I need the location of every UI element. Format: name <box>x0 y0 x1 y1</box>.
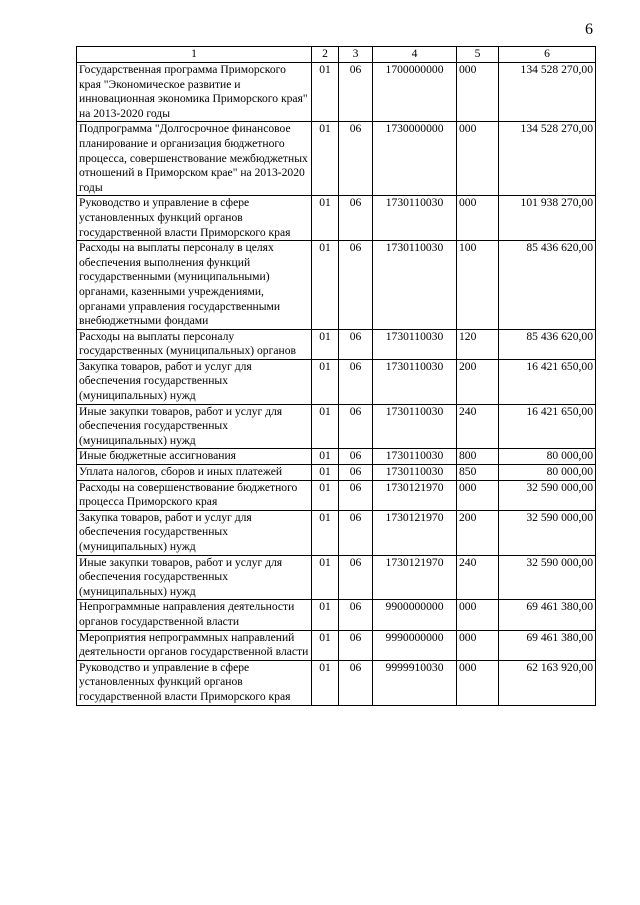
table-row <box>77 359 596 404</box>
column-header: 3 <box>339 47 373 63</box>
column-header: 1 <box>77 47 312 63</box>
amount-cell: 80 000,00 <box>499 449 596 465</box>
target-article-cell: 1730110030 <box>373 404 457 449</box>
table-row <box>77 449 596 465</box>
expense-type-cell: 000 <box>457 196 499 241</box>
table-row <box>77 660 596 705</box>
table-row <box>77 241 596 330</box>
expense-name-cell: Непрограммные направления деятельности органов государственной власти <box>77 600 312 630</box>
table-row <box>77 510 596 555</box>
section-code-cell: 01 <box>312 480 339 510</box>
table-header-row <box>77 47 596 63</box>
subsection-code-cell: 06 <box>339 196 373 241</box>
amount-cell: 32 590 000,00 <box>499 510 596 555</box>
subsection-code-cell: 06 <box>339 359 373 404</box>
expense-type-cell: 000 <box>457 630 499 660</box>
expense-type-cell: 200 <box>457 359 499 404</box>
column-header: 5 <box>457 47 499 63</box>
amount-cell: 16 421 650,00 <box>499 359 596 404</box>
amount-cell: 69 461 380,00 <box>499 600 596 630</box>
subsection-code-cell: 06 <box>339 241 373 330</box>
target-article-cell: 1730121970 <box>373 555 457 600</box>
target-article-cell: 1730121970 <box>373 480 457 510</box>
column-header: 6 <box>499 47 596 63</box>
column-header: 2 <box>312 47 339 63</box>
subsection-code-cell: 06 <box>339 600 373 630</box>
expense-name-cell: Иные закупки товаров, работ и услуг для обеспечения государственных (муниципальных) нужд <box>77 555 312 600</box>
section-code-cell: 01 <box>312 196 339 241</box>
expense-type-cell: 200 <box>457 510 499 555</box>
amount-cell: 80 000,00 <box>499 465 596 481</box>
expense-name-cell: Иные бюджетные ассигнования <box>77 449 312 465</box>
subsection-code-cell: 06 <box>339 480 373 510</box>
amount-cell: 85 436 620,00 <box>499 329 596 359</box>
subsection-code-cell: 06 <box>339 555 373 600</box>
expense-name-cell: Руководство и управление в сфере установленных функций органов государственной власти Приморского края <box>77 196 312 241</box>
section-code-cell: 01 <box>312 660 339 705</box>
table-row <box>77 122 596 196</box>
subsection-code-cell: 06 <box>339 510 373 555</box>
expense-type-cell: 000 <box>457 63 499 122</box>
amount-cell: 101 938 270,00 <box>499 196 596 241</box>
section-code-cell: 01 <box>312 465 339 481</box>
expense-name-cell: Уплата налогов, сборов и иных платежей <box>77 465 312 481</box>
section-code-cell: 01 <box>312 241 339 330</box>
target-article-cell: 9999910030 <box>373 660 457 705</box>
section-code-cell: 01 <box>312 63 339 122</box>
amount-cell: 134 528 270,00 <box>499 122 596 196</box>
section-code-cell: 01 <box>312 404 339 449</box>
section-code-cell: 01 <box>312 359 339 404</box>
table-row <box>77 480 596 510</box>
target-article-cell: 1730000000 <box>373 122 457 196</box>
expense-type-cell: 800 <box>457 449 499 465</box>
target-article-cell: 1700000000 <box>373 63 457 122</box>
expense-type-cell: 000 <box>457 480 499 510</box>
amount-cell: 16 421 650,00 <box>499 404 596 449</box>
amount-cell: 62 163 920,00 <box>499 660 596 705</box>
target-article-cell: 9990000000 <box>373 630 457 660</box>
table-row <box>77 329 596 359</box>
section-code-cell: 01 <box>312 449 339 465</box>
target-article-cell: 1730110030 <box>373 359 457 404</box>
section-code-cell: 01 <box>312 122 339 196</box>
expense-type-cell: 000 <box>457 660 499 705</box>
subsection-code-cell: 06 <box>339 465 373 481</box>
amount-cell: 32 590 000,00 <box>499 555 596 600</box>
table-row <box>77 555 596 600</box>
target-article-cell: 1730110030 <box>373 241 457 330</box>
expense-name-cell: Подпрограмма "Долгосрочное финансовое планирование и организация бюджетного процесса, совершенствование межбюджетных отношений в Приморском крае" на 2013-2020 годы <box>77 122 312 196</box>
expense-type-cell: 240 <box>457 555 499 600</box>
expense-type-cell: 240 <box>457 404 499 449</box>
section-code-cell: 01 <box>312 630 339 660</box>
expense-name-cell: Государственная программа Приморского края "Экономическое развитие и инновационная экономика Приморского края" на 2013-2020 годы <box>77 63 312 122</box>
table-body <box>77 63 596 706</box>
budget-table <box>76 46 596 706</box>
target-article-cell: 1730110030 <box>373 465 457 481</box>
table-row <box>77 465 596 481</box>
expense-name-cell: Закупка товаров, работ и услуг для обеспечения государственных (муниципальных) нужд <box>77 359 312 404</box>
expense-name-cell: Расходы на выплаты персоналу государственных (муниципальных) органов <box>77 329 312 359</box>
column-header: 4 <box>373 47 457 63</box>
expense-type-cell: 000 <box>457 122 499 196</box>
target-article-cell: 9900000000 <box>373 600 457 630</box>
expense-name-cell: Мероприятия непрограммных направлений деятельности органов государственной власти <box>77 630 312 660</box>
expense-name-cell: Расходы на совершенствование бюджетного процесса Приморского края <box>77 480 312 510</box>
subsection-code-cell: 06 <box>339 404 373 449</box>
target-article-cell: 1730110030 <box>373 449 457 465</box>
section-code-cell: 01 <box>312 329 339 359</box>
subsection-code-cell: 06 <box>339 449 373 465</box>
page-number: 6 <box>585 21 593 38</box>
table-row <box>77 196 596 241</box>
subsection-code-cell: 06 <box>339 63 373 122</box>
table-row <box>77 600 596 630</box>
expense-type-cell: 120 <box>457 329 499 359</box>
subsection-code-cell: 06 <box>339 630 373 660</box>
table-row <box>77 630 596 660</box>
amount-cell: 134 528 270,00 <box>499 63 596 122</box>
section-code-cell: 01 <box>312 510 339 555</box>
subsection-code-cell: 06 <box>339 660 373 705</box>
amount-cell: 85 436 620,00 <box>499 241 596 330</box>
target-article-cell: 1730110030 <box>373 196 457 241</box>
table-row <box>77 404 596 449</box>
expense-type-cell: 000 <box>457 600 499 630</box>
amount-cell: 32 590 000,00 <box>499 480 596 510</box>
subsection-code-cell: 06 <box>339 329 373 359</box>
expense-name-cell: Руководство и управление в сфере установленных функций органов государственной власти Приморского края <box>77 660 312 705</box>
amount-cell: 69 461 380,00 <box>499 630 596 660</box>
expense-type-cell: 100 <box>457 241 499 330</box>
section-code-cell: 01 <box>312 555 339 600</box>
expense-name-cell: Закупка товаров, работ и услуг для обеспечения государственных (муниципальных) нужд <box>77 510 312 555</box>
target-article-cell: 1730121970 <box>373 510 457 555</box>
subsection-code-cell: 06 <box>339 122 373 196</box>
target-article-cell: 1730110030 <box>373 329 457 359</box>
table-row <box>77 63 596 122</box>
expense-name-cell: Иные закупки товаров, работ и услуг для обеспечения государственных (муниципальных) нужд <box>77 404 312 449</box>
expense-type-cell: 850 <box>457 465 499 481</box>
section-code-cell: 01 <box>312 600 339 630</box>
expense-name-cell: Расходы на выплаты персоналу в целях обеспечения выполнения функций государственными (муниципальными) органами, казенными учреждениями, органами управления государственными внебюджетными фондами <box>77 241 312 330</box>
